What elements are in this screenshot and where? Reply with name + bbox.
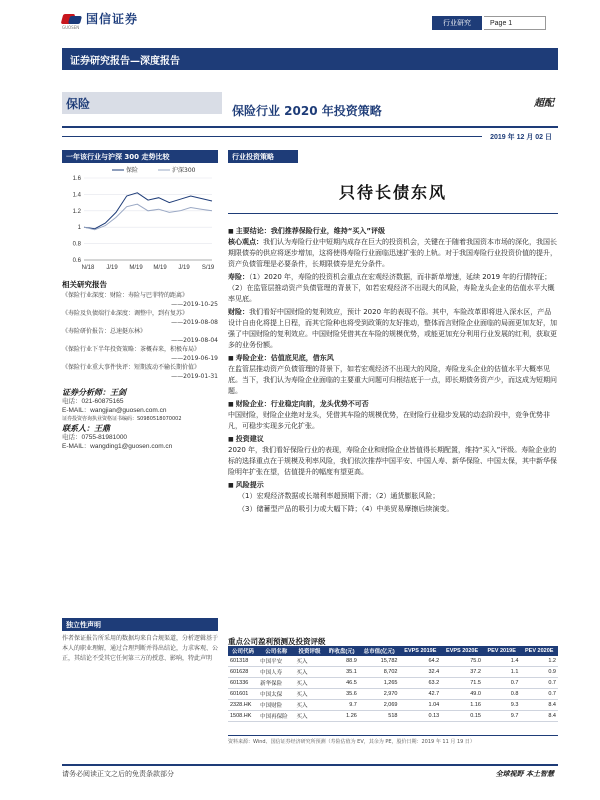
table-header: PEV 2020E (520, 646, 558, 656)
table-cell: 买入 (294, 689, 324, 700)
para-pc-insurers: 中国财险，财险企业绝对龙头，凭借其车险的规模优势，在财险行业稳步发展的动态阶段中，竞争优势非凡，可稳步实现多元化扩张。 (228, 411, 550, 430)
table-cell: 15,782 (359, 656, 400, 667)
y-tick-label: 1.6 (72, 176, 81, 182)
table-cell: 0.15 (441, 711, 483, 722)
disclaimer-text: 作者保证报告所采用的数据均来自合规渠道，分析逻辑基于本人的职业理解，通过合理判断并得出结论，力求客观、公正，其结论不受其它任何第三方的授意、影响，特此声明 (62, 635, 219, 662)
report-date: 2019 年 12 月 02 日 (490, 134, 552, 141)
para-investment-advice: 2020 年，我们看好保险行业的表现，寿险企业和财险企业皆值得长期配置，维持“买入”评级。寿险企业的标的选择重点在于规模及利率风险，我们依次推荐中国平安、中国人寿、新华保险、中国太保，其中新华保险明年扩张在望，估值提升的幅度有望更高。 (228, 446, 557, 476)
table-cell: 中国人寿 (258, 667, 294, 678)
table-cell: 0.8 (483, 689, 520, 700)
table-cell: 35.1 (325, 667, 359, 678)
analyst1-email[interactable]: E-MAIL：wangjian@guosen.com.cn (62, 407, 167, 414)
table-row (228, 711, 558, 722)
table-cell: 49.0 (441, 689, 483, 700)
para-life: 寿险：（1）2020 年，寿险的投资机会重点在宏观经济数据，而非新单增速，延续 2019 年的行情特征；（2）在监管层推动资产负债管理的背景下，如若宏观经济不出现大的风险，寿险龙头企业的估值水平大概率见底。 (228, 273, 555, 303)
table-source: 资料来源：Wind、国信证券经济研究所预测（寿险估值为 EV，其余为 PE，股价日期：2019 年 11 月 19 日） (228, 735, 558, 745)
table-cell: 1508.HK (228, 711, 258, 722)
table-cell: 9.3 (483, 700, 520, 711)
related-item[interactable]: 《保险行业下半年投资策略：茶概春来，积极布局》 ——2019-06-19 (62, 346, 218, 362)
table-cell: 新华保险 (258, 678, 294, 689)
analyst1-phone: 电话：021-60875165 (62, 398, 124, 405)
table-header: 公司代码 (228, 646, 258, 656)
table-cell: 中国太保 (258, 689, 294, 700)
table-cell: 1,265 (359, 678, 400, 689)
table-cell: 32.4 (399, 667, 441, 678)
table-cell: 0.7 (483, 678, 520, 689)
logo-text: 国信证券 (86, 12, 139, 26)
sector-label: 保险 (62, 92, 222, 114)
table-cell: 46.5 (325, 678, 359, 689)
logo-sub: GUOSEN (62, 25, 80, 30)
bullet-risk: ■ 风险提示 (228, 480, 558, 491)
report-type-band: 证券研究报告—深度报告 (62, 48, 558, 70)
para-core-view: 核心观点：我们认为寿险行业中短期内成存在巨大的投资机会，关键在于随着我国资本市场的深化，我国长期限债券的供应将逐步增加，这将使得寿险行业面临迅速扩张的上轨。对于我国寿险行业投资价值的提升，资产负债管理是必要条件，长期限债券是充分条件。 (228, 238, 557, 268)
table-cell: 9.7 (483, 711, 520, 722)
page-number: Page 1 (484, 16, 546, 30)
table-cell: 601336 (228, 678, 258, 689)
table-cell: 买入 (294, 678, 324, 689)
table-cell: 中国平安 (258, 656, 294, 667)
y-tick-label: 0.6 (72, 258, 81, 264)
table-cell: 买入 (294, 700, 324, 711)
risk-line-1: （1）宏观经济数据或长端利率超预期下滑；（2）通货膨胀风险； (238, 492, 440, 500)
footer-slogan: 全球视野 本土智慧 (495, 770, 554, 778)
x-tick-label: N/18 (81, 265, 95, 271)
table-cell: 买入 (294, 711, 324, 722)
table-header: PEV 2019E (483, 646, 520, 656)
table-cell: 1.2 (520, 656, 558, 667)
chart-title: 一年该行业与沪深 300 走势比较 (62, 150, 218, 163)
related-item[interactable]: 《寿险及负债端行业深度：调整中，到有复苏》 ——2019-08-08 (62, 310, 218, 326)
page-footer (62, 764, 558, 778)
bullet-investment-advice: ■ 投资建议 (228, 434, 558, 445)
legend-label: 沪深300 (172, 167, 196, 174)
related-item[interactable]: 《保险行业深度：财险：寿险与巴菲特的距离》 ——2019-10-25 (62, 292, 218, 308)
x-tick-label: J/19 (178, 265, 190, 271)
y-tick-label: 1 (77, 225, 81, 232)
risk-line-2: （3）储蓄型产品的吸引力或大幅下降；（4）中美贸易摩擦后续演变。 (238, 505, 454, 513)
table-cell: 2328.HK (228, 700, 258, 711)
table-cell: 买入 (294, 667, 324, 678)
footer-disclaimer: 请务必阅读正文之后的免责条款部分 (62, 770, 174, 778)
series-line-1 (84, 204, 212, 230)
table-cell: 88.9 (325, 656, 359, 667)
table-cell: 8.4 (520, 700, 558, 711)
table-row (228, 678, 558, 689)
table-cell: 518 (359, 711, 400, 722)
x-tick-label: S/19 (201, 265, 215, 271)
title-row (62, 92, 558, 128)
table-cell: 63.2 (399, 678, 441, 689)
y-tick-label: 0.8 (72, 241, 81, 248)
table-cell: 中国财险 (258, 700, 294, 711)
table-title: 重点公司盈利预测及投资评级 (228, 637, 326, 646)
table-cell: 42.7 (399, 689, 441, 700)
table-row (228, 700, 558, 711)
table-cell: 8,702 (359, 667, 400, 678)
table-cell: 0.13 (399, 711, 441, 722)
analyst-info (62, 388, 218, 451)
table-cell: 35.6 (325, 689, 359, 700)
headline-rule (228, 213, 558, 214)
table-cell: 601318 (228, 656, 258, 667)
performance-chart (62, 164, 218, 274)
table-cell: 601601 (228, 689, 258, 700)
table-cell: 1.26 (325, 711, 359, 722)
disclaimer-title: 独立性声明 (62, 618, 218, 631)
table-row (228, 656, 558, 667)
bullet-life-insurers: ■ 寿险企业：估值底见底，借东风 (228, 353, 558, 364)
analyst2-title: 联系人：王鼎 (62, 424, 110, 433)
table-header-row (228, 646, 558, 656)
x-tick-label: J/19 (106, 265, 118, 271)
related-item[interactable]: 《保险行业重大事件快评：短期波动不输长期价值》 ——2019-01-31 (62, 364, 218, 380)
table-cell: 75.0 (441, 656, 483, 667)
x-tick-label: M/19 (129, 265, 143, 271)
y-tick-label: 1.2 (72, 208, 81, 215)
table-cell: 1.16 (441, 700, 483, 711)
table-cell: 0.9 (520, 667, 558, 678)
table-cell: 1.1 (483, 667, 520, 678)
para-pc: 财险：我们看好中国财险的复利效应，预计 2020 年的表现不俗。其中，车险改革即将进入深水区，产品设计自由化将提上日程，而其它险种也将受到政策的友好推动，整体而言财险企业面临的局面更加友好，加强了中国财险的复利效应。中国财险凭借其在车险的规模优势，或能更加充分利用行业发展的红利，获取更多的业务份额。 (228, 308, 557, 349)
x-tick-label: M/19 (153, 265, 167, 271)
para-life-insurers: 在监管层推动资产负债管理的背景下，如若宏观经济不出现大的风险，寿险龙头企业的估值水平大概率见底。当下，我们认为寿险企业面临的主要重大问题可归根结底于一点，即长期债务资产少，而这成为短期问题。 (228, 365, 557, 395)
table-cell: 601628 (228, 667, 258, 678)
table-header: EVPS 2020E (441, 646, 483, 656)
table-header: 公司名称 (258, 646, 294, 656)
analyst1-cert: 证券投资咨询执业资格证书编码：S0980518070002 (62, 416, 182, 422)
related-item[interactable]: 《寿险研价报告：总速挺东林》 ——2019-08-04 (62, 328, 218, 344)
table-header: 总市值(亿元) (359, 646, 400, 656)
forecast-table (228, 646, 558, 722)
section-tag: 行业投资策略 (228, 150, 298, 163)
table-header: 投资评级 (294, 646, 324, 656)
bullet-main-conclusion: ■ 主要结论：我们推荐保险行业，维持“买入”评级 (228, 226, 558, 237)
header-tag: 行业研究 (432, 16, 482, 30)
table-header: EVPS 2019E (399, 646, 441, 656)
rating: 超配 (534, 98, 554, 109)
related-title: 相关研究报告 (62, 280, 107, 289)
table-cell: 37.2 (441, 667, 483, 678)
chart-svg (62, 164, 218, 274)
y-tick-label: 1.4 (72, 192, 81, 199)
headline: 只待长债东风 (338, 183, 447, 202)
table-header: 昨收盘(元) (325, 646, 359, 656)
table-row (228, 689, 558, 700)
table-cell: 1.04 (399, 700, 441, 711)
report-body (228, 224, 558, 517)
table-cell: 1.4 (483, 656, 520, 667)
table-cell: 0.7 (520, 678, 558, 689)
related-research (62, 280, 218, 381)
table-cell: 64.2 (399, 656, 441, 667)
table-cell: 中国再保险 (258, 711, 294, 722)
bullet-pc-insurers: ■ 财险企业：行业稳定向前，龙头优势不可否 (228, 399, 558, 410)
analyst1-title: 证券分析师：王剑 (62, 388, 126, 397)
analyst2-phone: 电话：0755-81981000 (62, 434, 128, 441)
legend-label: 保险 (126, 167, 139, 174)
analyst2-email[interactable]: E-MAIL：wangding1@guosen.com.cn (62, 443, 173, 450)
report-title: 保险行业 2020 年投资策略 (232, 104, 382, 118)
table-cell: 2,970 (359, 689, 400, 700)
table-cell: 2,069 (359, 700, 400, 711)
date-bar (62, 132, 558, 142)
guosen-logo-icon (62, 12, 82, 26)
table-cell: 8.4 (520, 711, 558, 722)
table-cell: 0.7 (520, 689, 558, 700)
table-cell: 9.7 (325, 700, 359, 711)
table-row (228, 667, 558, 678)
table-cell: 71.5 (441, 678, 483, 689)
table-cell: 买入 (294, 656, 324, 667)
